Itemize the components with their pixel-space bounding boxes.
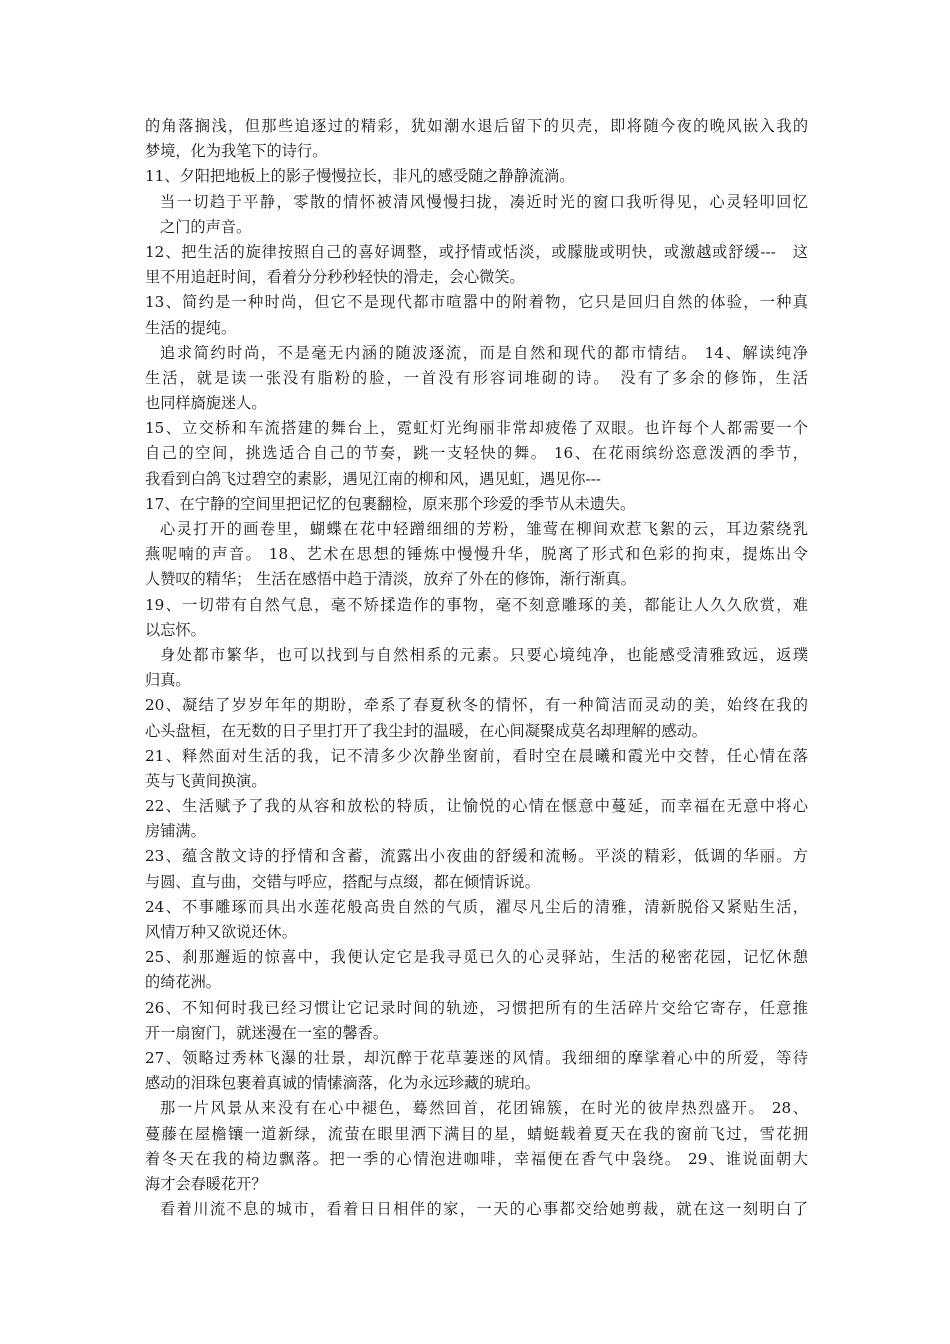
text-line: 感动的泪珠包裹着真诚的情愫滴落，化为永远珍藏的琥珀。 (145, 1074, 540, 1093)
text-line: 我看到白鸽飞过碧空的素影，遇见江南的柳和风，遇见虹，遇见你--- (145, 469, 601, 488)
text-line: 12、把生活的旋律按照自己的喜好调整，或抒情或恬淡，或朦胧或明快，或激越或舒缓--- 这 (145, 242, 808, 261)
text-line: 20、凝结了岁岁年年的期盼，牵系了春夏秋冬的情怀，有一种简洁而灵动的美，始终在我的 (145, 696, 808, 715)
text-line: 生活的提纯。 (145, 318, 237, 337)
text-line: 梦境，化为我笔下的诗行。 (145, 142, 328, 161)
text-line: 的角落搁浅，但那些追逐过的精彩，犹如潮水退后留下的贝壳，即将随今夜的晚风嵌入我的 (145, 117, 808, 135)
text-line: 21、释然面对生活的我，记不清多少次静坐窗前，看时空在晨曦和霞光中交替，任心情在落 (145, 746, 808, 765)
document-body (145, 114, 808, 1222)
text-line: 开一扇窗门，就迷漫在一室的馨香。 (145, 1023, 388, 1042)
text-line: 11、夕阳把地板上的影子慢慢拉长，非凡的感受随之静静流淌。 (145, 167, 575, 186)
text-line: 蔓藤在屋檐镶一道新绿，流萤在眼里洒下满目的星，蜻蜓载着夏天在我的窗前飞过，雪花拥 (145, 1124, 808, 1143)
text-line: 人赞叹的精华； 生活在感悟中趋于清淡，放弃了外在的修饰，渐行渐真。 (145, 570, 636, 589)
text-line: 里不用追赶时间，看着分分秒秒轻快的滑走，会心微笑。 (145, 268, 525, 287)
text-line: 归真。 (145, 671, 191, 690)
text-line: 23、蕴含散文诗的抒情和含蓄，流露出小夜曲的舒缓和流畅。平淡的精彩，低调的华丽。方 (145, 847, 808, 866)
text-line: 也同样旖旎迷人。 (145, 394, 267, 413)
text-line: 自己的空间，挑选适合自己的节奏，跳一支轻快的舞。 16、在花雨缤纷恣意泼洒的季节， (145, 444, 808, 463)
text-line: 与圆、直与曲，交错与呼应，搭配与点缀，都在倾情诉说。 (145, 872, 540, 891)
text-line: 25、刹那邂逅的惊喜中，我便认定它是我寻觅已久的心灵驿站，生活的秘密花园，记忆休憩 (145, 948, 808, 967)
text-line: 燕呢喃的声音。 18、艺术在思想的锤炼中慢慢升华，脱离了形式和色彩的拘束，提炼出令 (145, 545, 808, 564)
text-line: 26、不知何时我已经习惯让它记录时间的轨迹，习惯把所有的生活碎片交给它寄存，任意推 (145, 998, 808, 1017)
text-line: 追求简约时尚，不是毫无内涵的随波逐流，而是自然和现代的都市情结。 14、解读纯净 (160, 343, 808, 362)
text-line: 13、简约是一种时尚，但它不是现代都市喧嚣中的附着物，它只是回归自然的体验，一种真 (145, 293, 808, 312)
text-line: 之门的声音。 (160, 217, 252, 236)
text-line: 27、领略过秀林飞瀑的壮景，却沉醉于花草萋迷的风情。我细细的摩挲着心中的所爱，等待 (145, 1048, 808, 1067)
text-line: 15、立交桥和车流搭建的舞台上，霓虹灯光绚丽非常却疲倦了双眼。也许每个人都需要一个 (145, 419, 808, 438)
text-line: 那一片风景从来没有在心中褪色，蓦然回首，花团锦簇，在时光的彼岸热烈盛开。 28、 (160, 1099, 808, 1118)
text-line: 英与飞黄间换演。 (145, 771, 267, 790)
text-line: 的绮花洲。 (145, 973, 221, 992)
text-line: 看着川流不息的城市，看着日日相伴的家，一天的心事都交给她剪裁，就在这一刻明白了 (160, 1200, 808, 1219)
text-line: 心灵打开的画卷里，蝴蝶在花中轻蹭细细的芳粉，雏莺在柳间欢惹飞絮的云，耳边萦绕乳 (160, 520, 808, 538)
text-line: 生活，就是读一张没有脂粉的脸，一首没有形容词堆砌的诗。 没有了多余的修饰，生活 (145, 368, 808, 387)
text-line: 当一切趋于平静，零散的情怀被清风慢慢扫拢，凑近时光的窗口我听得见，心灵轻叩回忆 (160, 192, 808, 211)
text-line: 19、一切带有自然气息，毫不矫揉造作的事物，毫不刻意雕琢的美，都能让人久久欣赏，难 (145, 595, 808, 614)
text-line: 身处都市繁华，也可以找到与自然相系的元素。只要心境纯净，也能感受清雅致远，返璞 (160, 645, 808, 664)
text-line: 着冬天在我的椅边飘落。把一季的心情泡进咖啡，幸福便在香气中袅绕。 29、谁说面朝大 (145, 1149, 808, 1168)
text-line: 房铺满。 (145, 822, 206, 841)
text-line: 风情万种又欲说还休。 (145, 923, 297, 941)
text-line: 24、不事雕琢而具出水莲花般高贵自然的气质，濯尽凡尘后的清雅，清新脱俗又紧贴生活， (145, 897, 808, 916)
text-line: 22、生活赋予了我的从容和放松的特质，让愉悦的心情在惬意中蔓延，而幸福在无意中将心 (145, 797, 808, 816)
text-line: 以忘怀。 (145, 620, 206, 639)
text-line: 海才会春暖花开？ (145, 1174, 267, 1193)
text-line: 17、在宁静的空间里把记忆的包裹翻检，原来那个珍爱的季节从未遗失。 (145, 494, 636, 513)
text-line: 心头盘桓，在无数的日子里打开了我尘封的温暖，在心间凝聚成莫名却理解的感动。 (145, 721, 707, 740)
